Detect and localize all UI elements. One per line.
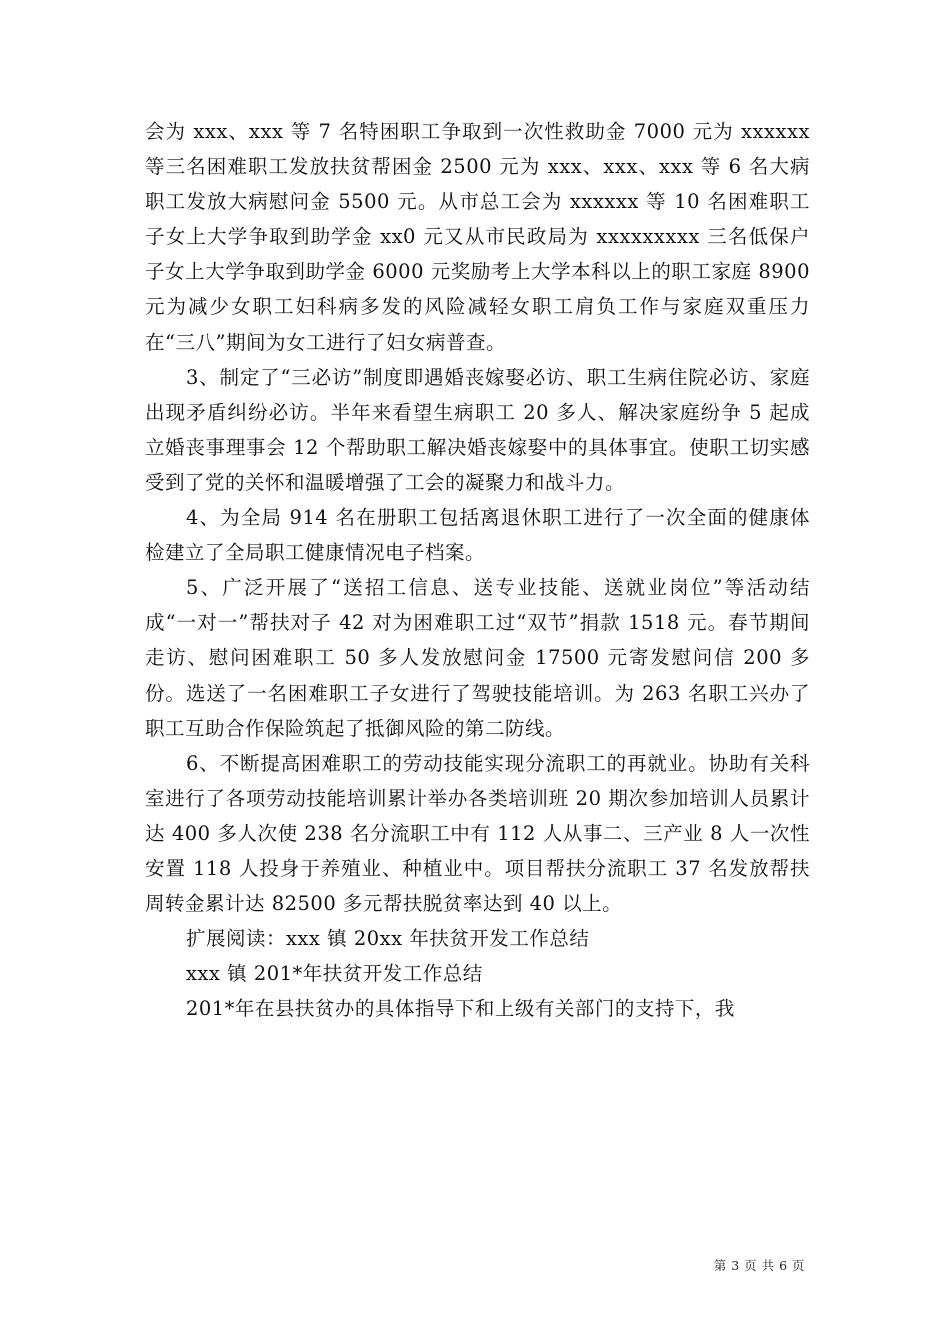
extended-reading-heading: 扩展阅读：xxx 镇 20xx 年扶贫开发工作总结 (185, 927, 590, 951)
paragraph-item-5: 5、广泛开展了“送招工信息、送专业技能、送就业岗位”等活动结成“一对一”帮扶对子 42 对为困难职工过“双节”捐款 1518 元。春节期间走访、慰问困难职工 50 多人发放慰问金 17500 元寄发慰问信 200 多份。选送了一名困难职工子女进行了驾驶技能培训。为 263 名职工兴办了职工互助合作保险筑起了抵御风险的第二防线。 (145, 576, 810, 740)
page-number-footer: 第 3 页 共 6 页 (713, 1258, 805, 1273)
article-opening-line: 201*年在县扶贫办的具体指导下和上级有关部门的支持下，我 (185, 997, 735, 1021)
paragraph-item-6: 6、不断提高困难职工的劳动技能实现分流职工的再就业。协助有关科室进行了各项劳动技能培训累计举办各类培训班 20 期次参加培训人员累计达 400 多人次使 238 名分流职工中有 112 人从事二、三产业 8 人一次性安置 118 人投身于养殖业、种植业中。项目帮扶分流职工 37 名发放帮扶周转金累计达 82500 多元帮扶脱贫率达到 40 以上。 (145, 751, 810, 916)
document-body (145, 114, 810, 1026)
paragraph-item-3: 3、制定了“三必访”制度即遇婚丧嫁娶必访、职工生病住院必访、家庭出现矛盾纠纷必访。半年来看望生病职工 20 多人、解决家庭纷争 5 起成立婚丧事理事会 12 个帮助职工解决婚丧嫁娶中的具体事宜。使职工切实感受到了党的关怀和温暖增强了工会的凝聚力和战斗力。 (145, 365, 810, 494)
article-title: xxx 镇 201*年扶贫开发工作总结 (185, 962, 483, 986)
paragraph-aid-funds: 会为 xxx、xxx 等 7 名特困职工争取到一次性救助金 7000 元为 xxxxxx 等三名困难职工发放扶贫帮困金 2500 元为 xxx、xxx、xxx 等 6 名大病职工发放大病慰问金 5500 元。从市总工会为 xxxxxx 等 10 名困难职工子女上大学争取到助学金 xx0 元又从市民政局为 xxxxxxxxx 三名低保户子女上大学争取到助学金 6000 元奖励考上大学本科以上的职工家庭 8900 元为减少女职工妇科病多发的风险减轻女职工肩负工作与家庭双重压力在“三八”期间为女工进行了妇女病普查。 (145, 120, 810, 354)
paragraph-item-4: 4、为全局 914 名在册职工包括离退休职工进行了一次全面的健康体检建立了全局职工健康情况电子档案。 (145, 506, 810, 565)
